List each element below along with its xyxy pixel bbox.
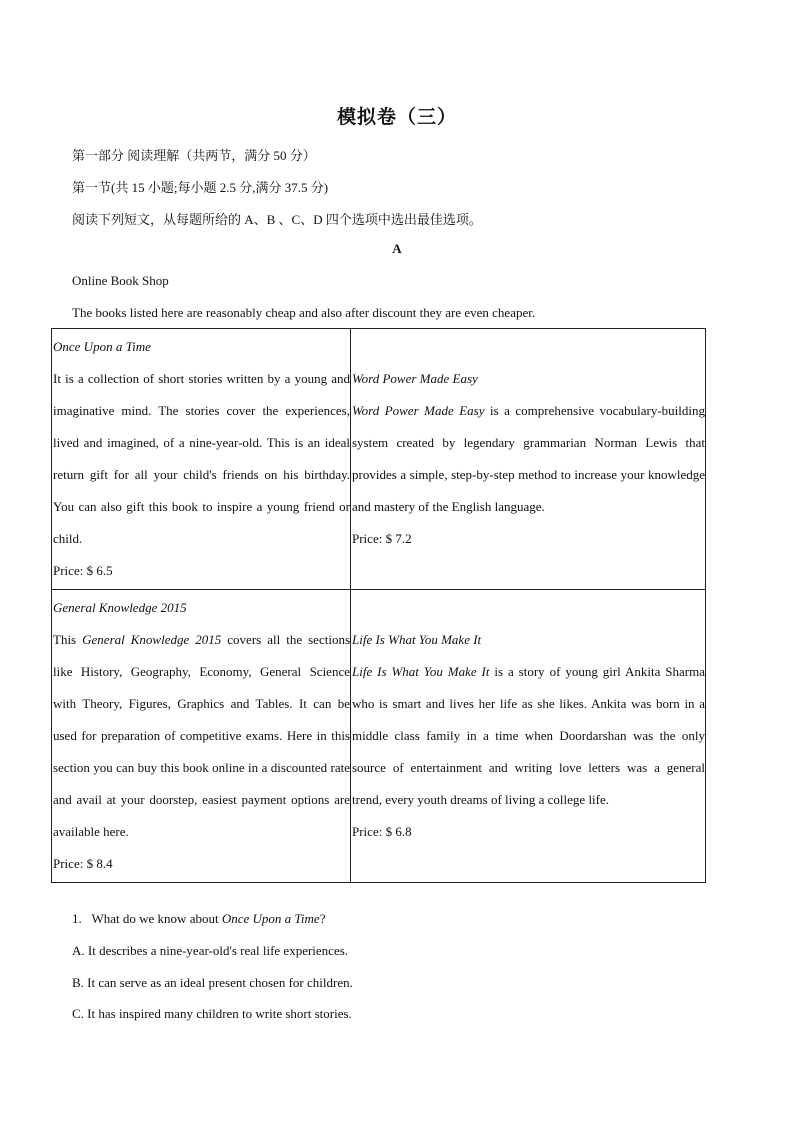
question-stem-title: Once Upon a Time bbox=[221, 911, 320, 926]
question-stem bbox=[72, 911, 325, 927]
book-description-text: is a comprehensive vocabulary-building system created by legendary grammarian Norman Lewis that provides a simple, step-by-step method to increase your knowledge and mastery of the English language. bbox=[352, 403, 705, 514]
book-price: Price: $ 6.8 bbox=[352, 824, 412, 839]
book-description bbox=[53, 624, 350, 848]
book-title: General Knowledge 2015 bbox=[53, 600, 187, 615]
book-price: Price: $ 7.2 bbox=[352, 531, 412, 546]
book-description-title: Life Is What You Make It bbox=[352, 664, 490, 679]
passage-intro: The books listed here are reasonably cheap and also after discount they are even cheaper. bbox=[72, 305, 536, 320]
book-description bbox=[352, 395, 705, 523]
book-table bbox=[51, 328, 706, 883]
option-a: A. It describes a nine-year-old's real life experiences. bbox=[72, 943, 349, 958]
instruction-text: 阅读下列短文，从每题所给的 A、B 、C、D 四个选项中选出最佳选项。 bbox=[72, 212, 482, 227]
passage-heading: Online Book Shop bbox=[72, 273, 169, 288]
question-number: 1. bbox=[72, 911, 82, 926]
book-description-text: covers all the sections like History, Geography, Economy, General Science with Theory, Figures, Graphics and Tables. It can be used for preparation of competitive exams. Here in this section you can buy this book online in a discounted rate and avail at your doorstep, easiest payment options are available here. bbox=[53, 632, 351, 839]
book-title: Once Upon a Time bbox=[53, 339, 151, 354]
book-cell-4 bbox=[351, 590, 706, 883]
book-description-title: Word Power Made Easy bbox=[352, 403, 485, 418]
book-price: Price: $ 8.4 bbox=[53, 856, 113, 871]
book-cell-1 bbox=[52, 329, 351, 590]
section-heading: 第一节(共 15 小题;每小题 2.5 分,满分 37.5 分) bbox=[72, 180, 329, 195]
book-description-prefix: This bbox=[53, 632, 83, 647]
option-c: C. It has inspired many children to write short stories. bbox=[72, 1006, 352, 1021]
book-cell-3 bbox=[52, 590, 351, 883]
book-description-text: is a story of young girl Ankita Sharma who is smart and lives her life as she likes. Ankita was born in a middle class family in a time when Doordarshan was the only source of entertainment and writing love letters was a general trend, every youth dreams of living a college life. bbox=[352, 664, 705, 807]
option-b: B. It can serve as an ideal present chosen for children. bbox=[72, 975, 353, 990]
part-heading: 第一部分 阅读理解（共两节，满分 50 分） bbox=[72, 148, 316, 163]
page-title: 模拟卷（三） bbox=[336, 107, 457, 128]
book-cell-2 bbox=[351, 329, 706, 590]
book-title: Life Is What You Make It bbox=[352, 632, 482, 647]
book-title: Word Power Made Easy bbox=[352, 371, 478, 386]
book-description bbox=[352, 656, 705, 816]
book-price: Price: $ 6.5 bbox=[53, 563, 113, 578]
question-stem-suffix: ? bbox=[319, 911, 326, 926]
book-description: It is a collection of short stories written by a young and imaginative mind. The stories cover the experiences, lived and imagined, of a nine-year-old. This is an ideal return gift for all your child's friends on his birthday. You can also gift this book to inspire a young friend or child. bbox=[53, 371, 350, 546]
passage-label: A bbox=[392, 241, 402, 256]
book-description-title: General Knowledge 2015 bbox=[82, 632, 222, 647]
question-stem-prefix: What do we know about bbox=[91, 911, 222, 926]
